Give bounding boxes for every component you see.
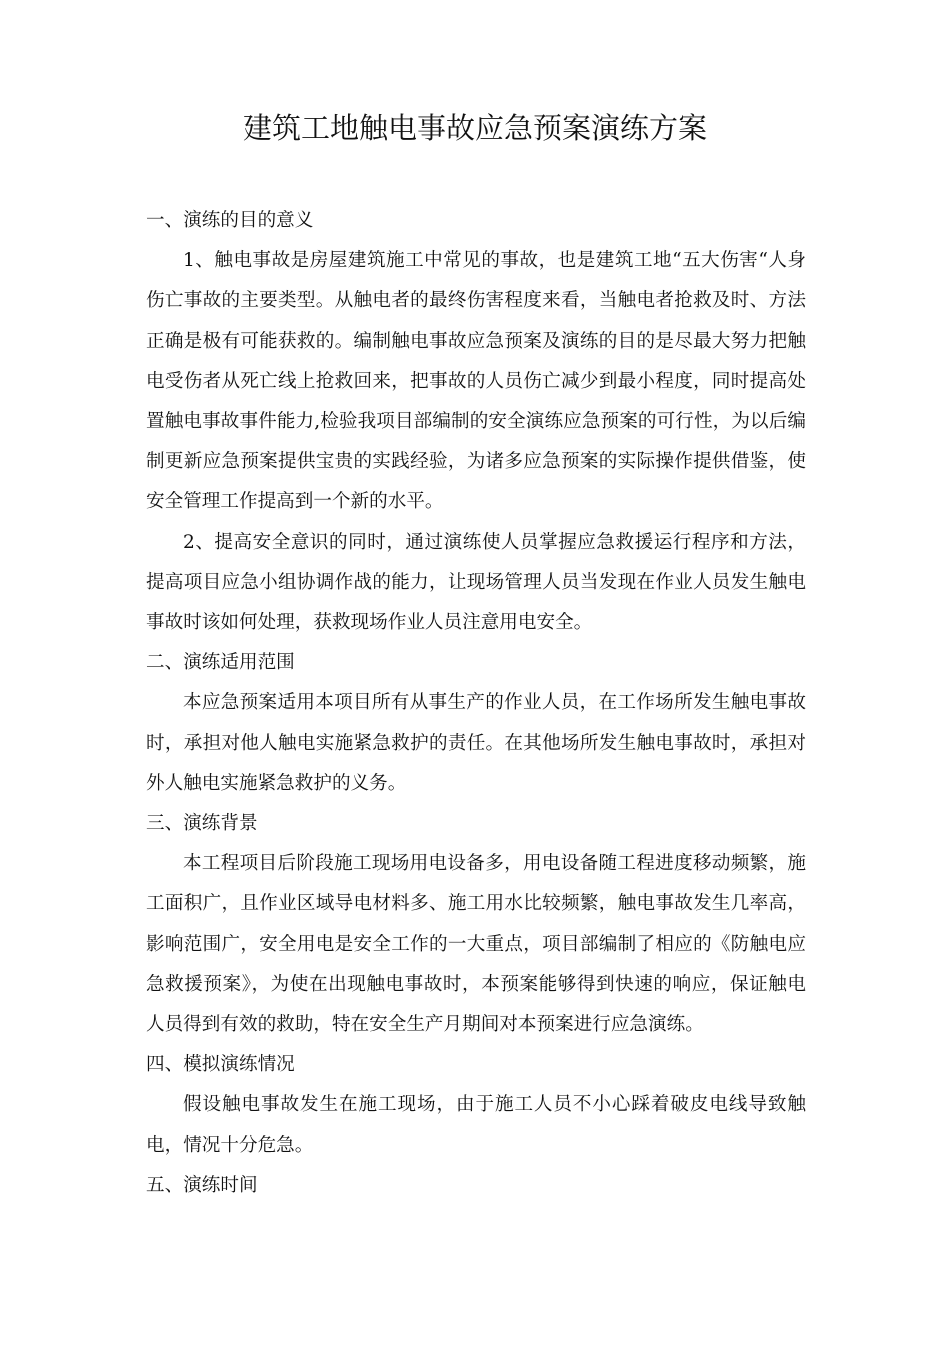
document-title: 建筑工地触电事故应急预案演练方案 <box>242 111 707 145</box>
section-scope <box>146 643 806 804</box>
paragraph: 2、提高安全意识的同时，通过演练使人员掌握应急救援运行程序和方法，提高项目应急小组协调作战的能力，让现场管理人员当发现在作业人员发生触电事故时该如何处理，获救现场作业人员注意用电安全。 <box>146 531 806 634</box>
section-heading: 四、模拟演练情况 <box>146 1054 295 1076</box>
document-body <box>146 201 806 1206</box>
section-background <box>146 804 806 1045</box>
section-simulation <box>146 1045 806 1166</box>
paragraph: 本工程项目后阶段施工现场用电设备多，用电设备随工程进度移动频繁，施工面积广，且作业区域导电材料多、施工用水比较频繁，触电事故发生几率高，影响范围广，安全用电是安全工作的一大重点，项目部编制了相应的《防触电应急救援预案》，为使在出现触电事故时，本预案能够得到快速的响应，保证触电人员得到有效的救助，特在安全生产月期间对本预案进行应急演练。 <box>146 853 806 1036</box>
paragraph: 本应急预案适用本项目所有从事生产的作业人员，在工作场所发生触电事故时，承担对他人触电实施紧急救护的责任。在其他场所发生触电事故时，承担对外人触电实施紧急救护的义务。 <box>146 692 806 794</box>
section-time <box>146 1166 806 1206</box>
section-heading: 五、演练时间 <box>146 1174 258 1196</box>
paragraph: 1、触电事故是房屋建筑施工中常见的事故，也是建筑工地“五大伤害“人身伤亡事故的主要类型。从触电者的最终伤害程度来看，当触电者抢救及时、方法正确是极有可能获救的。编制触电事故应急预案及演练的目的是尽最大努力把触电受伤者从死亡线上抢救回来，把事故的人员伤亡减少到最小程度，同时提高处置触电事故事件能力,检验我项目部编制的安全演练应急预案的可行性，为以后编制更新应急预案提供宝贵的实践经验，为诸多应急预案的实际操作提供借鉴，使安全管理工作提高到一个新的水平。 <box>146 250 806 513</box>
paragraph: 假设触电事故发生在施工现场，由于施工人员不小心踩着破皮电线导致触电，情况十分危急。 <box>146 1094 806 1156</box>
section-purpose <box>146 201 806 643</box>
section-heading: 一、演练的目的意义 <box>146 210 314 231</box>
section-heading: 二、演练适用范围 <box>146 652 295 674</box>
section-heading: 三、演练背景 <box>146 813 258 835</box>
